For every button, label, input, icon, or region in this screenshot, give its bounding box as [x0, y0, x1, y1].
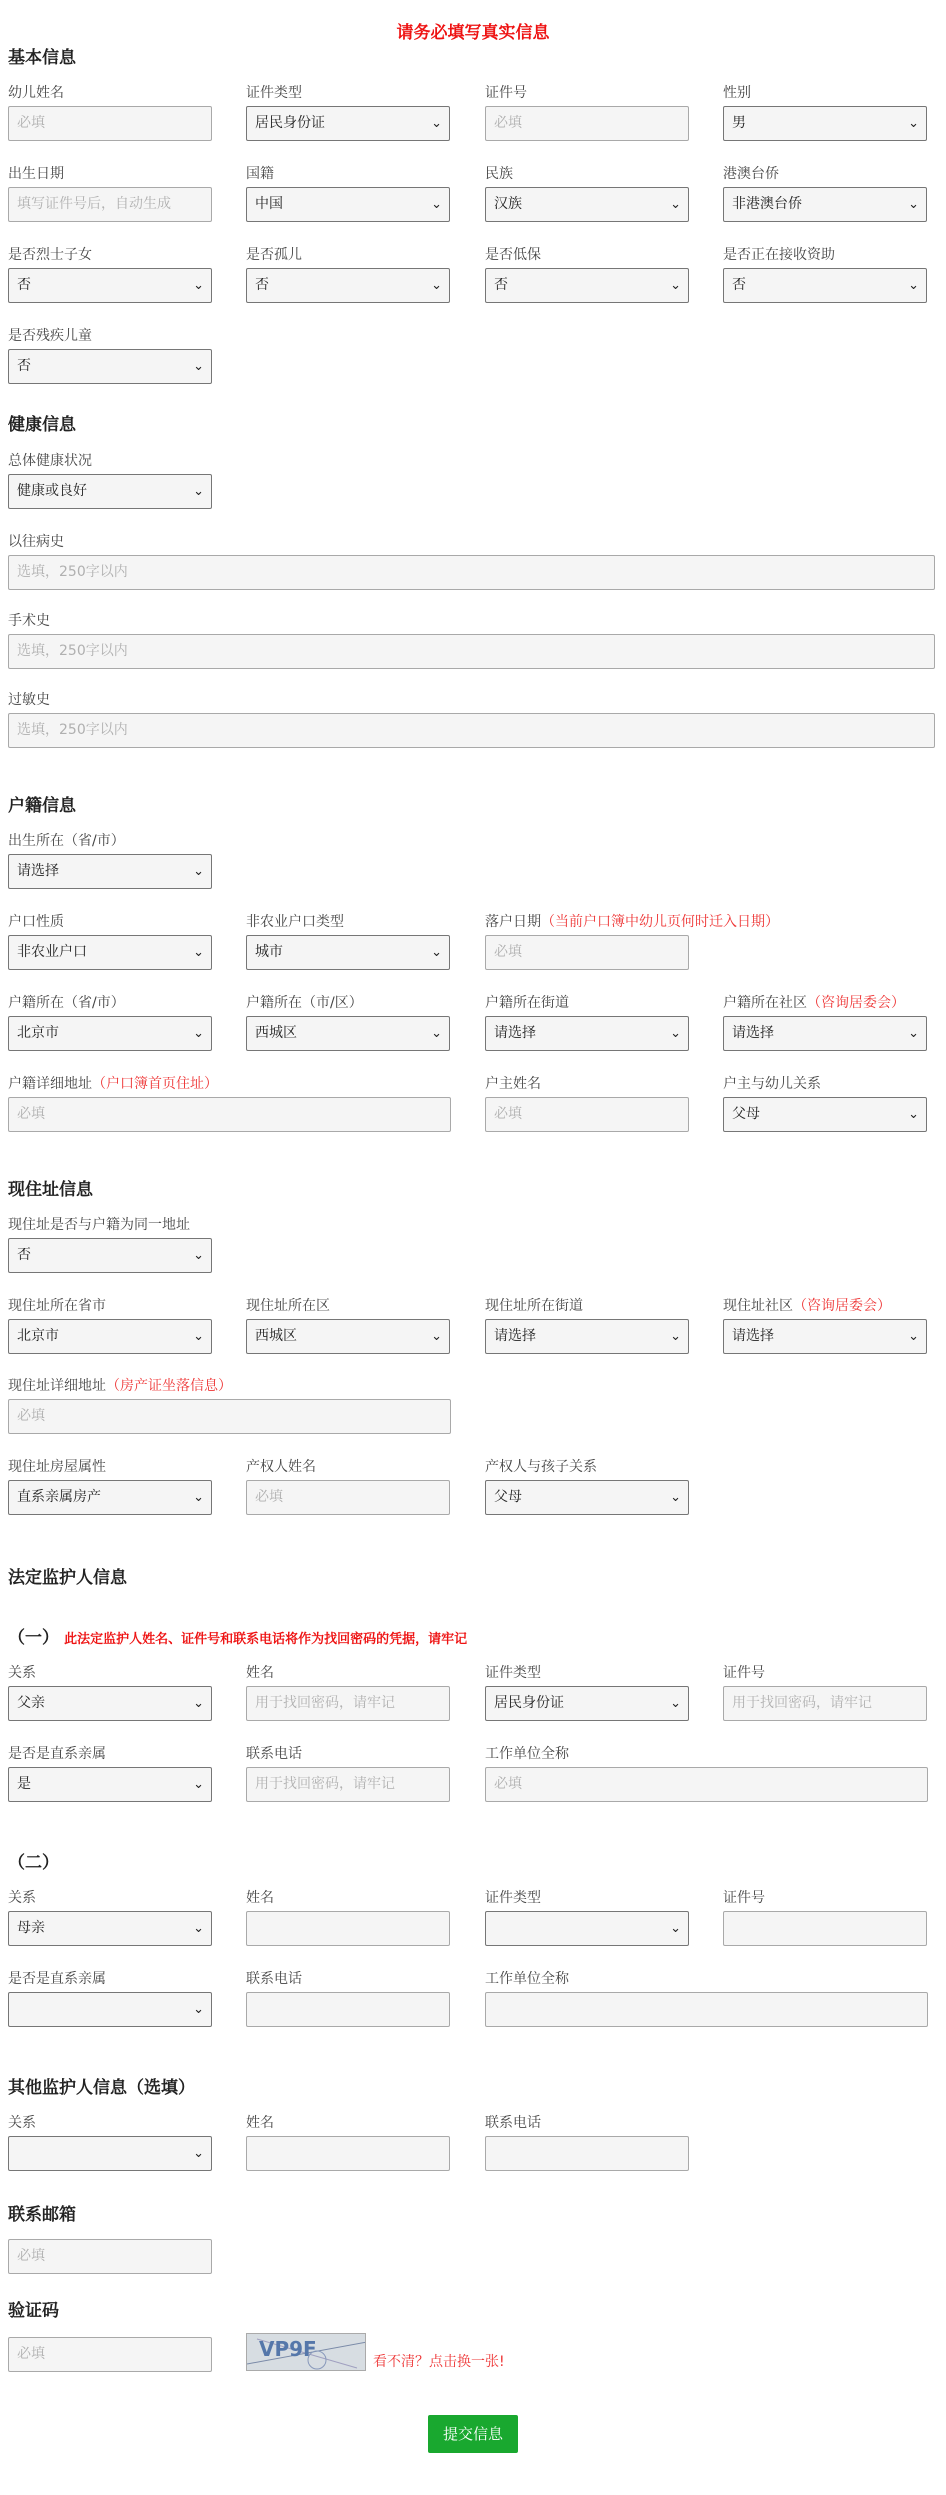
g1-id-type-select[interactable]: [485, 1686, 689, 1721]
chevron-down-icon: ⌄: [431, 278, 442, 293]
id-no-input[interactable]: 必填: [485, 106, 689, 141]
g2-direct-select[interactable]: [8, 1992, 212, 2027]
g1-id-type-value: 居民身份证: [494, 1695, 564, 1711]
allergy-history-label: 过敏史: [8, 692, 50, 708]
res-province-select[interactable]: [8, 1319, 212, 1354]
hukou-province-value: 北京市: [17, 1025, 59, 1041]
chevron-down-icon: ⌄: [431, 116, 442, 131]
chevron-down-icon: ⌄: [193, 2002, 204, 2017]
hukou-community-label-text: 户籍所在社区: [723, 995, 807, 1011]
g2-id-type-select[interactable]: [485, 1911, 689, 1946]
res-community-hint: （咨询居委会）: [793, 1298, 891, 1314]
hukou-type-select[interactable]: [8, 935, 212, 970]
g2-employer-label: 工作单位全称: [485, 1971, 569, 1987]
g1-relation-label: 关系: [8, 1665, 36, 1681]
hukou-community-select[interactable]: [723, 1016, 927, 1051]
health-status-label: 总体健康状况: [8, 453, 92, 469]
submit-button[interactable]: 提交信息: [428, 2415, 518, 2453]
chevron-down-icon: ⌄: [670, 278, 681, 293]
low-income-value: 否: [494, 277, 508, 293]
gender-value: 男: [732, 115, 746, 131]
chevron-down-icon: ⌄: [193, 1490, 204, 1505]
disabled-label: 是否残疾儿童: [8, 328, 92, 344]
g2-name-input[interactable]: [246, 1911, 450, 1946]
chevron-down-icon: ⌄: [908, 278, 919, 293]
g1-employer-label: 工作单位全称: [485, 1746, 569, 1762]
chevron-down-icon: ⌄: [193, 1248, 204, 1263]
chevron-down-icon: ⌄: [670, 1921, 681, 1936]
chevron-down-icon: ⌄: [670, 1026, 681, 1041]
g1-relation-value: 父亲: [17, 1695, 45, 1711]
hukou-street-label: 户籍所在街道: [485, 995, 569, 1011]
medical-history-label: 以往病史: [8, 534, 64, 550]
g2-id-no-label: 证件号: [723, 1890, 765, 1906]
martyr-label: 是否烈士子女: [8, 247, 92, 263]
captcha-noise-svg: [247, 2334, 366, 2371]
chevron-down-icon: ⌄: [670, 197, 681, 212]
owner-name-label: 产权人姓名: [246, 1459, 316, 1475]
g1-name-label: 姓名: [246, 1665, 274, 1681]
chevron-down-icon: ⌄: [908, 1026, 919, 1041]
settle-date-label-text: 落户日期: [485, 914, 541, 930]
allergy-history-input[interactable]: 选填，250字以内: [8, 713, 935, 748]
aid-label: 是否正在接收资助: [723, 247, 835, 263]
overseas-select[interactable]: [723, 187, 927, 222]
chevron-down-icon: ⌄: [431, 1026, 442, 1041]
res-address-label-text: 现住址详细地址: [8, 1378, 106, 1394]
hukou-street-value: 请选择: [494, 1025, 536, 1041]
g1-name-input[interactable]: 用于找回密码，请牢记: [246, 1686, 450, 1721]
res-district-label: 现住址所在区: [246, 1298, 330, 1314]
res-street-label: 现住址所在街道: [485, 1298, 583, 1314]
chevron-down-icon: ⌄: [908, 1329, 919, 1344]
og-phone-input[interactable]: [485, 2136, 689, 2171]
g2-direct-label: 是否是直系亲属: [8, 1971, 106, 1987]
overseas-value: 非港澳台侨: [732, 196, 802, 212]
chevron-down-icon: ⌄: [193, 945, 204, 960]
settle-date-input[interactable]: 必填: [485, 935, 689, 970]
hukou-district-value: 西城区: [255, 1025, 297, 1041]
child-name-input[interactable]: 必填: [8, 106, 212, 141]
hukou-district-select[interactable]: [246, 1016, 450, 1051]
ethnicity-label: 民族: [485, 166, 513, 182]
nonagri-type-select[interactable]: [246, 935, 450, 970]
g2-id-type-label: 证件类型: [485, 1890, 541, 1906]
id-type-label: 证件类型: [246, 85, 302, 101]
head-relation-value: 父母: [732, 1106, 760, 1122]
owner-relation-select[interactable]: [485, 1480, 689, 1515]
martyr-value: 否: [17, 277, 31, 293]
g1-employer-input[interactable]: 必填: [485, 1767, 928, 1802]
hukou-province-label: 户籍所在（省/市）: [8, 995, 125, 1011]
birth-date-label: 出生日期: [8, 166, 64, 182]
guardian-1-title: （一）: [8, 1628, 59, 1648]
nationality-select[interactable]: [246, 187, 450, 222]
head-relation-label: 户主与幼儿关系: [723, 1076, 821, 1092]
section-title-household: 户籍信息: [8, 796, 76, 816]
chevron-down-icon: ⌄: [670, 1490, 681, 1505]
hukou-community-value: 请选择: [732, 1025, 774, 1041]
hukou-district-label: 户籍所在（市/区）: [246, 995, 363, 1011]
notice-banner: 请务必填写真实信息: [396, 23, 550, 43]
id-type-value: 居民身份证: [255, 115, 325, 131]
section-title-guardians: 法定监护人信息: [8, 1568, 127, 1588]
aid-select[interactable]: [723, 268, 927, 303]
section-title-residence: 现住址信息: [8, 1180, 93, 1200]
res-address-label: [8, 1375, 232, 1395]
hukou-address-label: [8, 1073, 218, 1093]
res-community-label-text: 现住址社区: [723, 1298, 793, 1314]
ethnicity-select[interactable]: [485, 187, 689, 222]
res-community-label: [723, 1295, 891, 1315]
hukou-address-hint: （户口簿首页住址）: [92, 1076, 218, 1092]
chevron-down-icon: ⌄: [431, 197, 442, 212]
g1-direct-select[interactable]: [8, 1767, 212, 1802]
g2-relation-select[interactable]: [8, 1911, 212, 1946]
og-name-label: 姓名: [246, 2115, 274, 2131]
head-name-label: 户主姓名: [485, 1076, 541, 1092]
surgery-history-label: 手术史: [8, 613, 50, 629]
chevron-down-icon: ⌄: [431, 945, 442, 960]
owner-relation-value: 父母: [494, 1489, 522, 1505]
guardian-1-warning: 此法定监护人姓名、证件号和联系电话将作为找回密码的凭据，请牢记: [64, 1632, 468, 1647]
g2-relation-label: 关系: [8, 1890, 36, 1906]
gender-label: 性别: [723, 85, 751, 101]
section-title-health: 健康信息: [8, 415, 76, 435]
nonagri-type-label: 非农业户口类型: [246, 914, 344, 930]
low-income-select[interactable]: [485, 268, 689, 303]
health-status-value: 健康或良好: [17, 483, 87, 499]
surgery-history-input[interactable]: 选填，250字以内: [8, 634, 935, 669]
section-title-other-guardian: 其他监护人信息（选填）: [8, 2078, 195, 2098]
disabled-value: 否: [17, 358, 31, 374]
chevron-down-icon: ⌄: [193, 359, 204, 374]
birthplace-label: 出生所在（省/市）: [8, 833, 125, 849]
orphan-label: 是否孤儿: [246, 247, 302, 263]
head-name-input[interactable]: 必填: [485, 1097, 689, 1132]
same-address-label: 现住址是否与户籍为同一地址: [8, 1217, 190, 1233]
g1-id-type-label: 证件类型: [485, 1665, 541, 1681]
captcha-image[interactable]: [246, 2333, 366, 2371]
res-province-value: 北京市: [17, 1328, 59, 1344]
settle-date-hint: （当前户口簿中幼儿页何时迁入日期）: [541, 914, 779, 930]
g1-direct-label: 是否是直系亲属: [8, 1746, 106, 1762]
martyr-select[interactable]: [8, 268, 212, 303]
g2-relation-value: 母亲: [17, 1920, 45, 1936]
disabled-select[interactable]: [8, 349, 212, 384]
orphan-select[interactable]: [246, 268, 450, 303]
res-community-value: 请选择: [732, 1328, 774, 1344]
g2-employer-input[interactable]: [485, 1992, 928, 2027]
nationality-value: 中国: [255, 196, 283, 212]
og-phone-label: 联系电话: [485, 2115, 541, 2131]
medical-history-input[interactable]: 选填，250字以内: [8, 555, 935, 590]
nonagri-type-value: 城市: [255, 944, 283, 960]
g1-phone-input[interactable]: 用于找回密码，请牢记: [246, 1767, 450, 1802]
g1-relation-select[interactable]: [8, 1686, 212, 1721]
chevron-down-icon: ⌄: [193, 278, 204, 293]
health-status-select[interactable]: [8, 474, 212, 509]
chevron-down-icon: ⌄: [193, 2146, 204, 2161]
section-title-captcha: 验证码: [8, 2301, 59, 2321]
chevron-down-icon: ⌄: [193, 484, 204, 499]
same-address-value: 否: [17, 1247, 31, 1263]
res-province-label: 现住址所在省市: [8, 1298, 106, 1314]
ethnicity-value: 汉族: [494, 196, 522, 212]
child-name-label: 幼儿姓名: [8, 85, 64, 101]
chevron-down-icon: ⌄: [908, 1107, 919, 1122]
orphan-value: 否: [255, 277, 269, 293]
res-street-select[interactable]: [485, 1319, 689, 1354]
guardian-2-title: （二）: [8, 1853, 59, 1873]
low-income-label: 是否低保: [485, 247, 541, 263]
res-address-hint: （房产证坐落信息）: [106, 1378, 232, 1394]
hukou-address-input[interactable]: 必填: [8, 1097, 451, 1132]
og-relation-label: 关系: [8, 2115, 36, 2131]
captcha-text: VP9F: [259, 2337, 317, 2361]
chevron-down-icon: ⌄: [193, 1026, 204, 1041]
res-street-value: 请选择: [494, 1328, 536, 1344]
g1-id-no-input[interactable]: 用于找回密码，请牢记: [723, 1686, 927, 1721]
res-community-select[interactable]: [723, 1319, 927, 1354]
g2-name-label: 姓名: [246, 1890, 274, 1906]
head-relation-select[interactable]: [723, 1097, 927, 1132]
owner-relation-label: 产权人与孩子关系: [485, 1459, 597, 1475]
hukou-community-label: [723, 992, 905, 1012]
gender-select[interactable]: [723, 106, 927, 141]
chevron-down-icon: ⌄: [908, 197, 919, 212]
res-district-select[interactable]: [246, 1319, 450, 1354]
chevron-down-icon: ⌄: [193, 1921, 204, 1936]
birthplace-value: 请选择: [17, 863, 59, 879]
chevron-down-icon: ⌄: [431, 1329, 442, 1344]
email-input[interactable]: 必填: [8, 2239, 212, 2274]
id-no-label: 证件号: [485, 85, 527, 101]
g1-direct-value: 是: [17, 1776, 31, 1792]
chevron-down-icon: ⌄: [193, 1696, 204, 1711]
chevron-down-icon: ⌄: [908, 116, 919, 131]
g2-id-no-input[interactable]: [723, 1911, 927, 1946]
same-address-select[interactable]: [8, 1238, 212, 1273]
g1-phone-label: 联系电话: [246, 1746, 302, 1762]
og-relation-select[interactable]: [8, 2136, 212, 2171]
chevron-down-icon: ⌄: [670, 1329, 681, 1344]
hukou-type-value: 非农业户口: [17, 944, 87, 960]
res-district-value: 西城区: [255, 1328, 297, 1344]
hukou-address-label-text: 户籍详细地址: [8, 1076, 92, 1092]
hukou-type-label: 户口性质: [8, 914, 64, 930]
id-type-select[interactable]: [246, 106, 450, 141]
guardian-1-header: [8, 1623, 467, 1648]
nationality-label: 国籍: [246, 166, 274, 182]
section-title-email: 联系邮箱: [8, 2205, 76, 2225]
g1-id-no-label: 证件号: [723, 1665, 765, 1681]
overseas-label: 港澳台侨: [723, 166, 779, 182]
birth-date-input[interactable]: 填写证件号后，自动生成: [8, 187, 212, 222]
birthplace-select[interactable]: [8, 854, 212, 889]
g2-phone-label: 联系电话: [246, 1971, 302, 1987]
section-title-basic: 基本信息: [8, 48, 76, 68]
settle-date-label: [485, 911, 779, 931]
hukou-street-select[interactable]: [485, 1016, 689, 1051]
property-value: 直系亲属房产: [17, 1489, 101, 1505]
chevron-down-icon: ⌄: [670, 1696, 681, 1711]
res-address-input[interactable]: 必填: [8, 1399, 451, 1434]
hukou-province-select[interactable]: [8, 1016, 212, 1051]
captcha-input[interactable]: 必填: [8, 2337, 212, 2372]
property-select[interactable]: [8, 1480, 212, 1515]
g2-phone-input[interactable]: [246, 1992, 450, 2027]
owner-name-input[interactable]: 必填: [246, 1480, 450, 1515]
aid-value: 否: [732, 277, 746, 293]
property-label: 现住址房屋属性: [8, 1459, 106, 1475]
og-name-input[interactable]: [246, 2136, 450, 2171]
captcha-refresh-link[interactable]: 看不清？点击换一张!: [373, 2354, 505, 2370]
chevron-down-icon: ⌄: [193, 864, 204, 879]
chevron-down-icon: ⌄: [193, 1329, 204, 1344]
chevron-down-icon: ⌄: [193, 1777, 204, 1792]
hukou-community-hint: （咨询居委会）: [807, 995, 905, 1011]
